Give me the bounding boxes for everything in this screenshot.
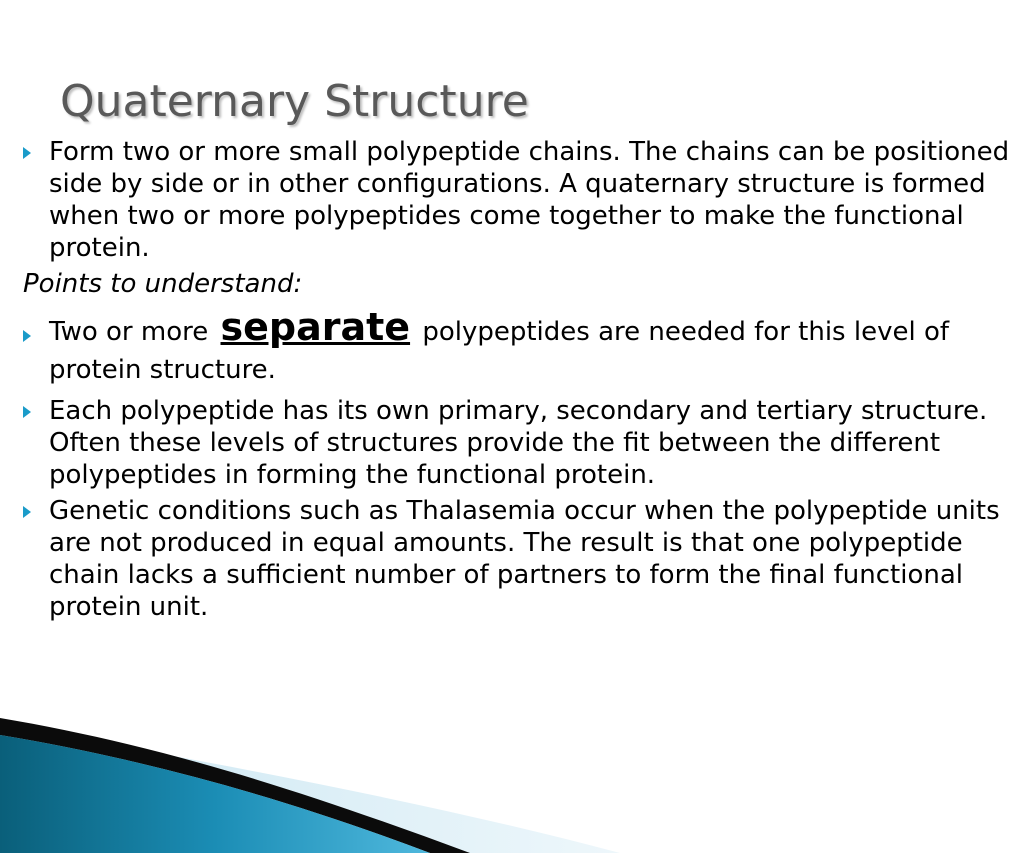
- bullet-arrow-icon: [23, 506, 31, 518]
- bullet-text: Each polypeptide has its own primary, secondary and tertiary structure. Often these levels of structures provide the fit between the different polypeptides in forming the functional protein.: [49, 396, 988, 490]
- bullet-item: [20, 305, 1020, 389]
- bullet-item: [20, 495, 1020, 623]
- bullet-text-after: polypeptides are needed for this level of protein structure.: [49, 317, 950, 385]
- bullet-arrow-icon: [23, 147, 31, 159]
- bullet-text: Genetic conditions such as Thalasemia occur when the polypeptide units are not produced in equal amounts. The result is that one polypeptide chain lacks a sufficient number of partners to form the final functional protein unit.: [49, 496, 1000, 622]
- emphasized-word: separate: [220, 305, 411, 349]
- bullet-item: [20, 395, 1020, 491]
- bullet-item: [20, 136, 1020, 264]
- points-subheading: Points to understand:: [23, 269, 303, 299]
- bullet-arrow-icon: [23, 330, 31, 342]
- slide-content: [20, 136, 1020, 623]
- bullet-text-before: Two or more: [49, 317, 217, 347]
- slide-title: Quaternary Structure: [60, 76, 529, 127]
- bullet-text: Form two or more small polypeptide chains. The chains can be positioned side by side or in other configurations. A quaternary structure is formed when two or more polypeptides come together to make the functional protein.: [49, 137, 1010, 263]
- bullet-arrow-icon: [23, 406, 31, 418]
